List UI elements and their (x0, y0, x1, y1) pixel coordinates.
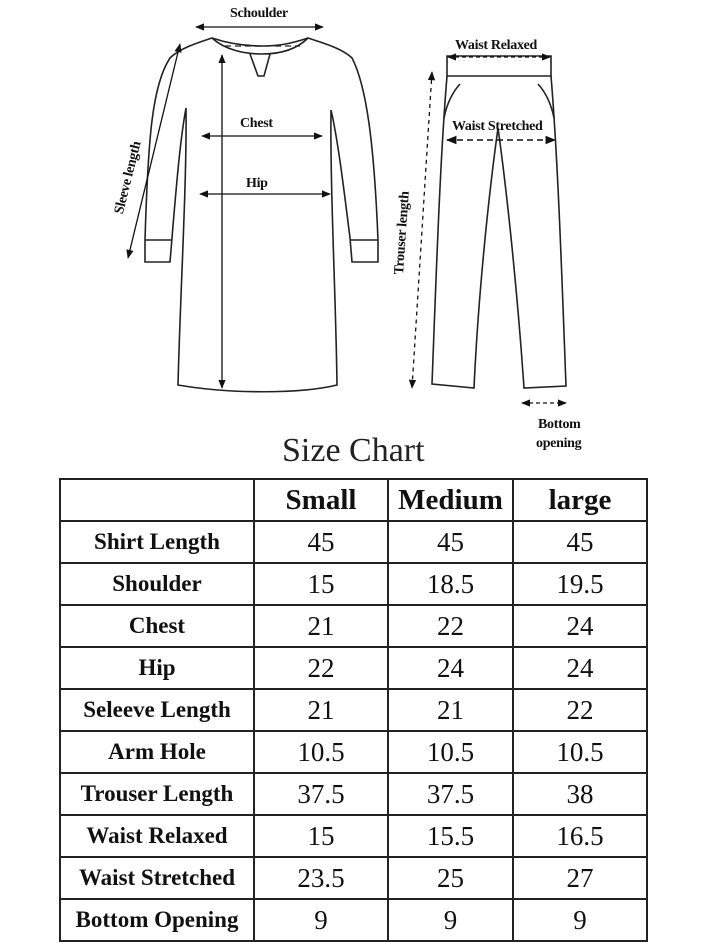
row-label: Trouser Length (60, 773, 254, 815)
trouser-length-label: Trouser length (392, 190, 413, 276)
cell-large: 24 (513, 605, 647, 647)
row-label: Hip (60, 647, 254, 689)
cell-small: 9 (254, 899, 388, 941)
table-header-corner (60, 479, 254, 521)
size-table (59, 478, 648, 942)
table-header-large: large (513, 479, 647, 521)
cell-small: 45 (254, 521, 388, 563)
table-header-row (60, 479, 647, 521)
cell-medium: 15.5 (388, 815, 513, 857)
table-row (60, 815, 647, 857)
cell-large: 16.5 (513, 815, 647, 857)
row-label: Waist Stretched (60, 857, 254, 899)
cell-medium: 9 (388, 899, 513, 941)
cell-medium: 25 (388, 857, 513, 899)
trouser-outline (432, 56, 566, 388)
cell-large: 38 (513, 773, 647, 815)
cell-small: 21 (254, 689, 388, 731)
shirt-outline (145, 38, 378, 392)
cell-small: 22 (254, 647, 388, 689)
table-row (60, 857, 647, 899)
bottom-opening-label-line1: Bottom (538, 417, 581, 432)
table-row (60, 563, 647, 605)
table-row (60, 731, 647, 773)
cell-small: 23.5 (254, 857, 388, 899)
table-row (60, 773, 647, 815)
waist-stretched-label: Waist Stretched (452, 119, 543, 134)
table-row (60, 647, 647, 689)
row-label: Shoulder (60, 563, 254, 605)
cell-large: 19.5 (513, 563, 647, 605)
trouser-length-arrow (412, 72, 432, 388)
cell-large: 27 (513, 857, 647, 899)
cell-medium: 18.5 (388, 563, 513, 605)
table-row (60, 899, 647, 941)
sleeve-length-label: Sleeve length (112, 139, 145, 216)
chest-label: Chest (240, 116, 273, 131)
size-chart-title: Size Chart (282, 432, 425, 469)
cell-medium: 10.5 (388, 731, 513, 773)
cell-medium: 45 (388, 521, 513, 563)
cell-small: 15 (254, 815, 388, 857)
cell-small: 15 (254, 563, 388, 605)
bottom-opening-label-line2: opening (536, 436, 582, 451)
cell-medium: 22 (388, 605, 513, 647)
cell-large: 22 (513, 689, 647, 731)
cell-large: 24 (513, 647, 647, 689)
cell-small: 10.5 (254, 731, 388, 773)
row-label: Seleeve Length (60, 689, 254, 731)
row-label: Arm Hole (60, 731, 254, 773)
cell-large: 9 (513, 899, 647, 941)
cell-small: 37.5 (254, 773, 388, 815)
row-label: Shirt Length (60, 521, 254, 563)
table-row (60, 521, 647, 563)
garment-illustration (0, 0, 705, 430)
row-label: Bottom Opening (60, 899, 254, 941)
table-row (60, 605, 647, 647)
cell-medium: 21 (388, 689, 513, 731)
table-header-small: Small (254, 479, 388, 521)
row-label: Waist Relaxed (60, 815, 254, 857)
shoulder-label: Schoulder (230, 6, 288, 21)
table-header-medium: Medium (388, 479, 513, 521)
cell-medium: 37.5 (388, 773, 513, 815)
hip-label: Hip (246, 176, 268, 191)
waist-relaxed-label: Waist Relaxed (455, 38, 538, 53)
cell-small: 21 (254, 605, 388, 647)
row-label: Chest (60, 605, 254, 647)
table-row (60, 689, 647, 731)
cell-large: 10.5 (513, 731, 647, 773)
cell-large: 45 (513, 521, 647, 563)
cell-medium: 24 (388, 647, 513, 689)
